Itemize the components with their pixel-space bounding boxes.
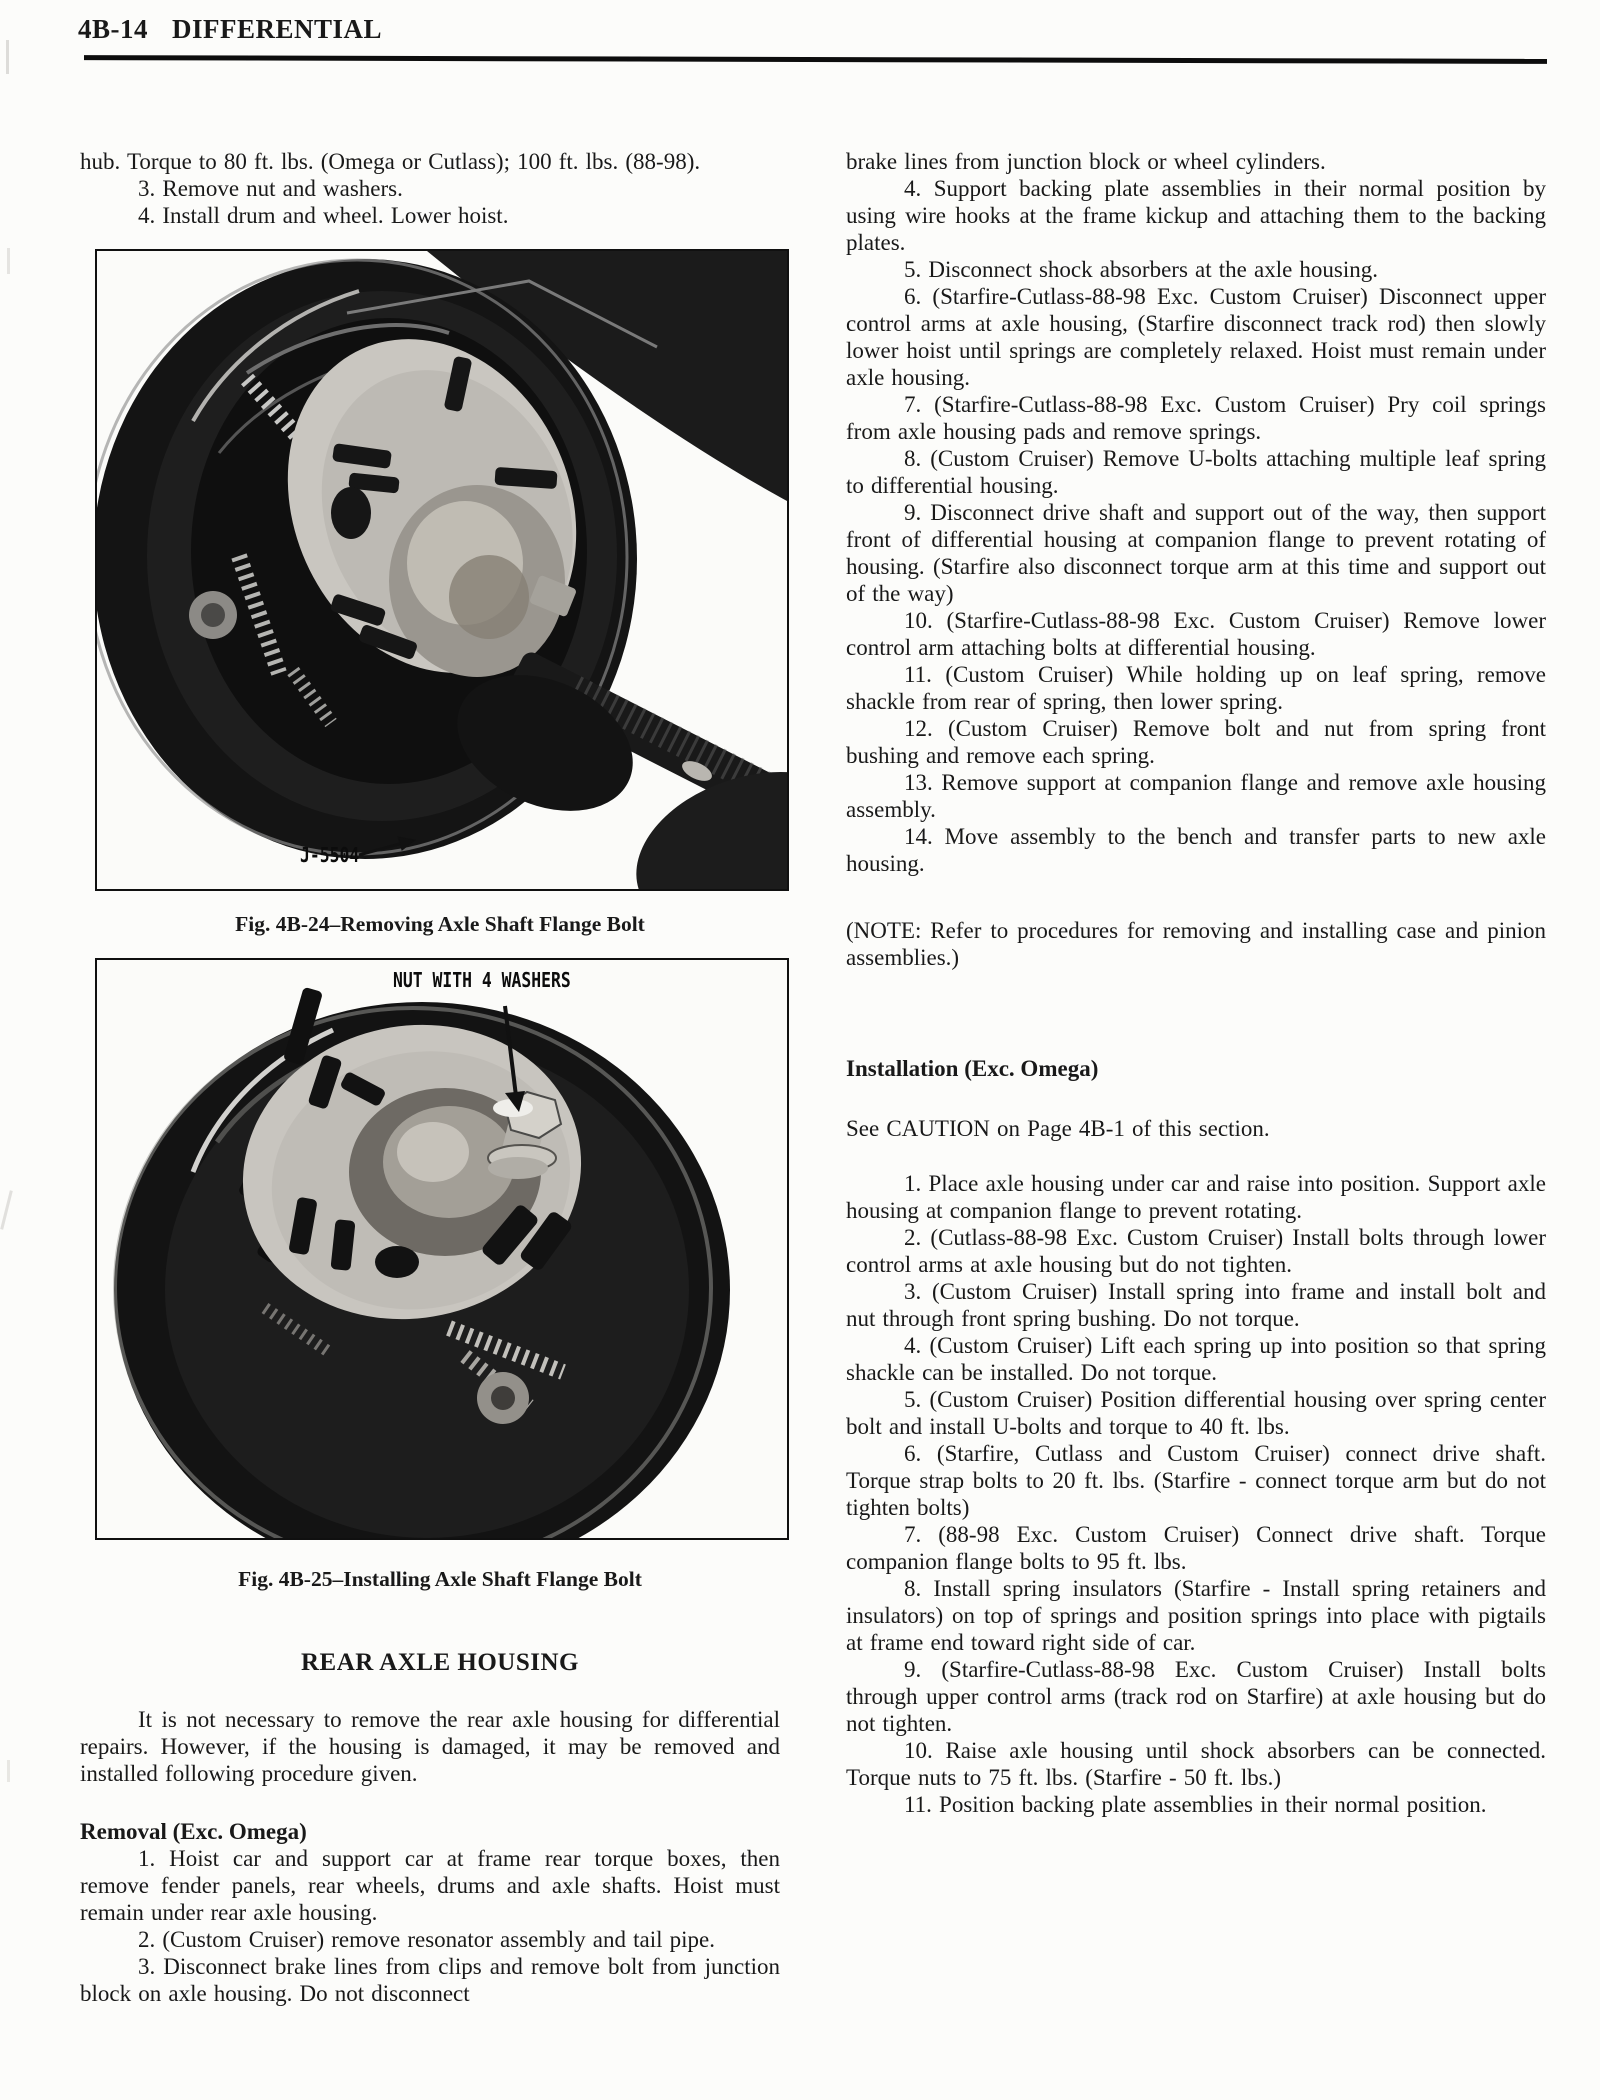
section-intro: It is not necessary to remove the rear axle housing for differential repairs. However, if the housing is damaged, it may be removed and installed following procedure given. bbox=[80, 1707, 780, 1786]
step-item: 11. (Custom Cruiser) While holding up on leaf spring, remove shackle from rear of spring, then lower spring. bbox=[846, 662, 1546, 714]
scan-artifact bbox=[7, 248, 10, 274]
page-title: DIFFERENTIAL bbox=[172, 14, 383, 44]
scan-artifact bbox=[6, 40, 9, 74]
header-rule bbox=[84, 55, 1547, 64]
page-header bbox=[78, 14, 382, 45]
step-item: 2. (Cutlass-88-98 Exc. Custom Cruiser) Install bolts through lower control arms at axle housing but do not tighten. bbox=[846, 1225, 1546, 1277]
step-item: 11. Position backing plate assemblies in their normal position. bbox=[904, 1792, 1487, 1817]
step-item: 3. Disconnect brake lines from clips and remove bolt from junction block on axle housing. Do not disconnect bbox=[80, 1954, 780, 2006]
step-item: 8. (Custom Cruiser) Remove U-bolts attaching multiple leaf spring to differential housing. bbox=[846, 446, 1546, 498]
figure-4b24-caption: Fig. 4B-24–Removing Axle Shaft Flange Bolt bbox=[235, 912, 645, 936]
step-item: 3. (Custom Cruiser) Install spring into frame and install bolt and nut through front spring bushing. Do not torque. bbox=[846, 1279, 1546, 1331]
step-item: 4. Install drum and wheel. Lower hoist. bbox=[138, 203, 509, 228]
note-paragraph: (NOTE: Refer to procedures for removing and installing case and pinion assemblies.) bbox=[846, 918, 1546, 970]
caution-reference: See CAUTION on Page 4B-1 of this section. bbox=[846, 1116, 1270, 1141]
figure-4b25-caption: Fig. 4B-25–Installing Axle Shaft Flange Bolt bbox=[238, 1567, 642, 1591]
step-item: 10. Raise axle housing until shock absorbers can be connected. Torque nuts to 75 ft. lbs. (Starfire - 50 ft. lbs.) bbox=[846, 1738, 1546, 1790]
step-item: 7. (Starfire-Cutlass-88-98 Exc. Custom Cruiser) Pry coil springs from axle housing pads and remove springs. bbox=[846, 392, 1546, 444]
step-item: 1. Hoist car and support car at frame rear torque boxes, then remove fender panels, rear wheels, drums and axle shafts. Hoist must remain under rear axle housing. bbox=[80, 1846, 780, 1925]
paragraph-continuation: hub. Torque to 80 ft. lbs. (Omega or Cutlass); 100 ft. lbs. (88-98). bbox=[80, 149, 701, 174]
step-item: 14. Move assembly to the bench and transfer parts to new axle housing. bbox=[846, 824, 1546, 876]
page-number: 4B-14 bbox=[78, 14, 148, 44]
step-item: 5. (Custom Cruiser) Position differential housing over spring center bolt and install U-bolts and torque to 40 ft. lbs. bbox=[846, 1387, 1546, 1439]
step-item: 6. (Starfire, Cutlass and Custom Cruiser) connect drive shaft. Torque strap bolts to 20 ft. lbs. (Starfire - connect torque arm but do not tighten bolts) bbox=[846, 1441, 1546, 1520]
step-item: 10. (Starfire-Cutlass-88-98 Exc. Custom Cruiser) Remove lower control arm attaching bolts at differential housing. bbox=[846, 608, 1546, 660]
column-left bbox=[80, 148, 780, 2007]
step-item: 9. (Starfire-Cutlass-88-98 Exc. Custom Cruiser) Install bolts through upper control arms (track rod on Starfire) at axle housing but do not tighten. bbox=[846, 1657, 1546, 1736]
subheading-installation: Installation (Exc. Omega) bbox=[846, 1056, 1099, 1081]
column-right bbox=[846, 148, 1546, 1818]
step-item: 7. (88-98 Exc. Custom Cruiser) Connect drive shaft. Torque companion flange bolts to 95 ft. lbs. bbox=[846, 1522, 1546, 1574]
scan-artifact bbox=[7, 1760, 10, 1782]
step-item: 1. Place axle housing under car and raise into position. Support axle housing at companion flange to prevent rotating. bbox=[846, 1171, 1546, 1223]
step-item: 8. Install spring insulators (Starfire - Install spring retainers and insulators) on top of springs and position springs into place with pigtails at frame end toward right side of car. bbox=[846, 1576, 1546, 1655]
scan-artifact bbox=[0, 1190, 13, 1230]
tool-number-label: J-5504 bbox=[300, 843, 360, 867]
step-item: 12. (Custom Cruiser) Remove bolt and nut from spring front bushing and remove each spring. bbox=[846, 716, 1546, 768]
step-item: 9. Disconnect drive shaft and support out of the way, then support front of differential housing at companion flange to prevent rotating of housing. (Starfire also disconnect torque arm at this time and support out of the way) bbox=[846, 500, 1546, 606]
brake-assembly-removal-illustration bbox=[97, 251, 787, 889]
step-item: 4. (Custom Cruiser) Lift each spring up into position so that spring shackle can be installed. Do not torque. bbox=[846, 1333, 1546, 1385]
figure-4b24-photo bbox=[95, 249, 789, 891]
step-item: 6. (Starfire-Cutlass-88-98 Exc. Custom Cruiser) Disconnect upper control arms at axle housing, (Starfire disconnect track rod) then slowly lower hoist until springs are completely relaxed. Hoist must remain under axle housing. bbox=[846, 284, 1546, 390]
step-item: 13. Remove support at companion flange and remove axle housing assembly. bbox=[846, 770, 1546, 822]
step-item: 5. Disconnect shock absorbers at the axle housing. bbox=[904, 257, 1379, 282]
subheading-removal: Removal (Exc. Omega) bbox=[80, 1819, 307, 1844]
brake-assembly-install-illustration bbox=[97, 960, 787, 1538]
step-item: 2. (Custom Cruiser) remove resonator assembly and tail pipe. bbox=[138, 1927, 715, 1952]
step-item: 4. Support backing plate assemblies in their normal position by using wire hooks at the frame kickup and attaching them to the backing plates. bbox=[846, 176, 1546, 255]
figure-4b25-photo bbox=[95, 958, 789, 1540]
section-heading-rear-axle-housing: REAR AXLE HOUSING bbox=[301, 1649, 579, 1676]
paragraph-continuation: brake lines from junction block or wheel cylinders. bbox=[846, 149, 1326, 174]
step-item: 3. Remove nut and washers. bbox=[138, 176, 403, 201]
nut-with-washers-label: NUT WITH 4 WASHERS bbox=[393, 968, 571, 992]
